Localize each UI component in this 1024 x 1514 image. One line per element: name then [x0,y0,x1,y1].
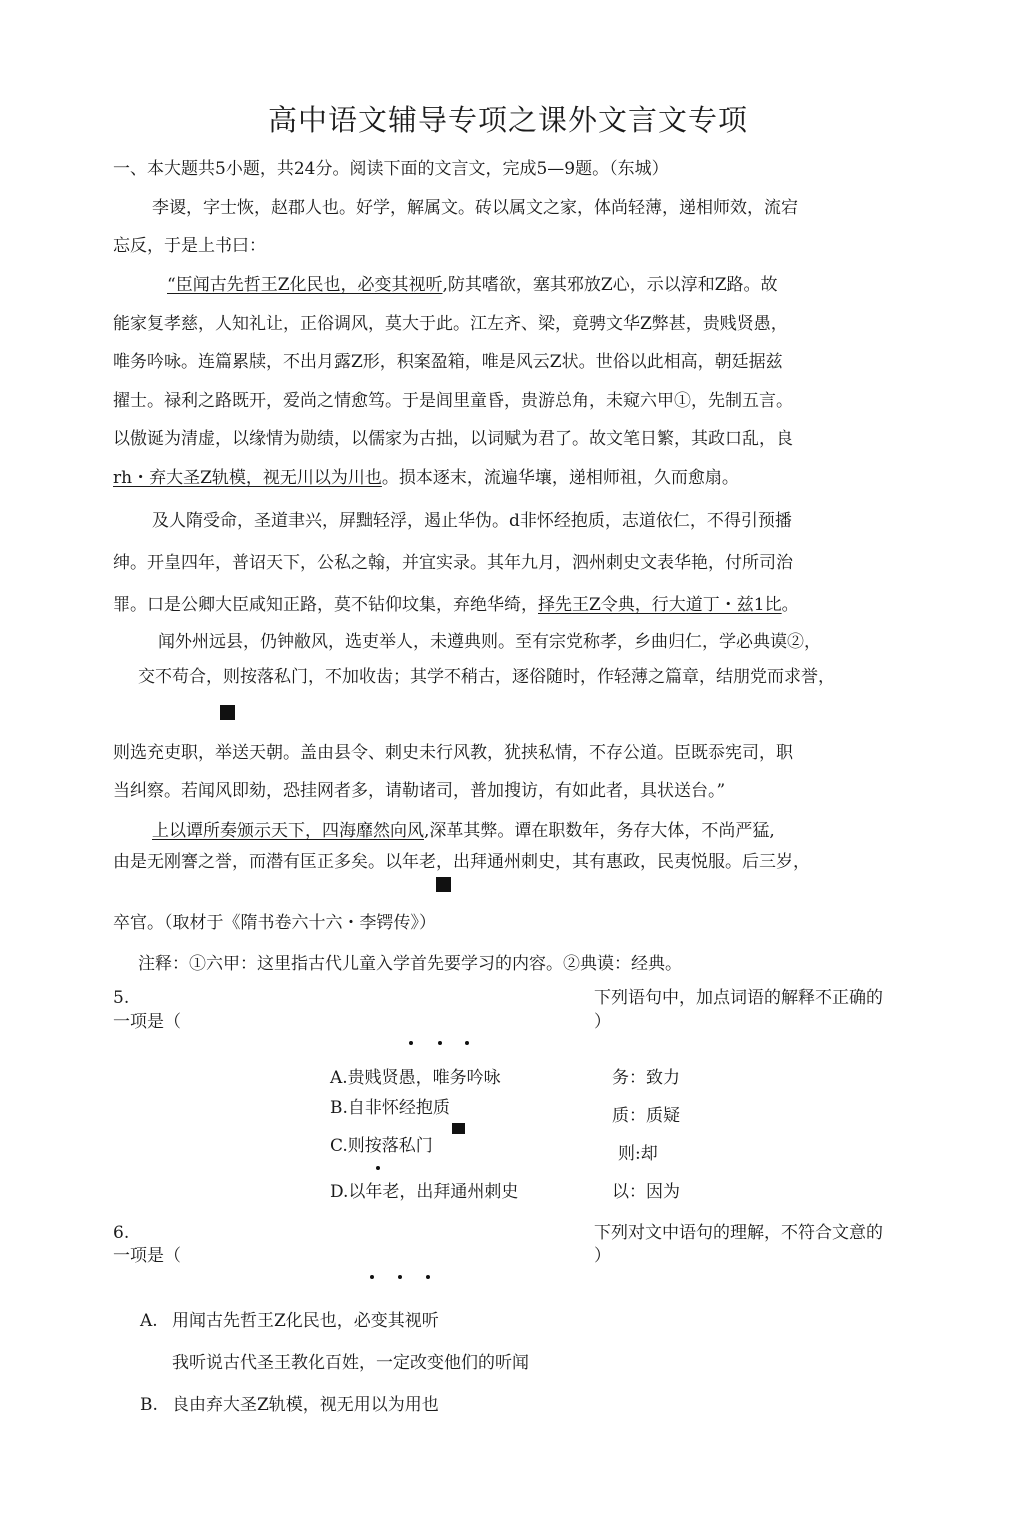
passage-line [113,594,799,616]
footnote: 注释：①六甲：这里指古代儿童入学首先要学习的内容。②典谟：经典。 [138,954,682,974]
q5-option-a-gloss: 务：致力 [612,1068,680,1088]
question-6-number: 6. [113,1223,130,1243]
underlined-sentence-2: rh・弃大圣Z轨模，视无川以为川也 [113,468,382,488]
question-6-stem-lead: 一项是（ [113,1246,181,1266]
passage-line: 能家复孝慈，人知礼让，正俗调风，莫大于此。江左齐、梁，竟骋文华Z弊甚，贵贱贤愚， [113,314,788,334]
passage-line: 交不苟合，则按落私门，不加收齿；其学不稍古，逐俗随时，作轻薄之篇章，结朋党而求誉， [138,667,835,687]
q5-option-d[interactable]: D.以年老，出拜通州刺史 [330,1182,519,1202]
question-5-stem-lead: 一项是（ [113,1012,181,1032]
passage-text: ,防其嗜欲，塞其邪放Z心，示以淳和Z路。故 [442,275,778,295]
passage-line: 擢士。禄利之路既开，爱尚之情愈笃。于是闾里童昏，贵游总角，未窥六甲①，先制五言。 [113,391,793,411]
emphasis-dot [426,1275,430,1279]
passage-line: 以傲诞为清虚，以缘情为勋绩，以儒家为古拙，以词赋为君了。故文笔日繁，其政口乱，良 [113,429,793,449]
q5-option-b-gloss: 质：质疑 [612,1106,680,1126]
passage-line: 忘反，于是上书曰： [113,236,266,256]
document-title: 高中语文辅导专项之课外文言文专项 [268,103,749,137]
emphasis-dot [465,1041,469,1045]
q6-option-b-text[interactable]: 良由弃大圣Z轨模，视无用以为用也 [172,1395,439,1415]
q6-option-a-translation: 我听说古代圣王教化百姓，一定改变他们的听闻 [172,1353,529,1373]
q5-option-b[interactable]: B.自非怀经抱质 [330,1098,450,1118]
passage-line [167,274,778,296]
q6-option-b-label[interactable]: B. [140,1395,158,1415]
passage-line: 李谡，字士恢，赵郡人也。好学，解属文。砖以属文之家，体尚轻薄，递相师效，流宕 [152,198,798,218]
passage-line: 当纠察。若闻风即劾，恐挂网者多，请勒诸司，普加搜访，有如此者，具状送台。” [113,781,726,801]
underlined-sentence-3: 择先王Z令典，行大道丁・兹1比 [538,595,782,615]
question-6-stem: 下列对文中语句的理解，不符合文意的 [594,1223,883,1243]
emphasis-dot [370,1275,374,1279]
black-square-mark [436,877,451,892]
section-header: 一、本大题共5小题，共24分。阅读下面的文言文，完成5—9题。（东城） [113,159,669,179]
q5-option-c[interactable]: C.则按落私门 [330,1136,433,1156]
underlined-sentence-1: “臣闻古先哲王Z化民也，必变其视听 [167,275,443,295]
q5-option-c-gloss: 则:却 [618,1144,658,1164]
black-square-mark [220,705,235,720]
passage-line: 绅。开皇四年，普诏天下，公私之翰，并宜实录。其年九月，泗州刺史文表华艳，付所司治 [113,553,793,573]
passage-line [113,467,739,489]
passage-line: 唯务吟咏。连篇累牍，不出月露Z形，积案盈箱，唯是风云Z状。世俗以此相高，朝廷据兹 [113,352,783,372]
emphasis-dot [438,1041,442,1045]
passage-line: 及人隋受命，圣道聿兴，屏黜轻浮，遏止华伪。d非怀经抱质，志道依仁，不得引预播 [152,511,792,531]
passage-text: 罪。口是公卿大臣咸知正路，莫不钻仰坟集，弃绝华绮， [113,595,538,615]
emphasis-dot [376,1166,380,1170]
passage-line: 闻外州远县，仍钟敝风，选吏举人，未遵典则。至有宗党称孝，乡曲归仁，学必典谟②， [158,632,821,652]
passage-line: 则选充吏职，举送天朝。盖由县令、刺史未行风教，犹挟私情，不存公道。臣既忝宪司，职 [113,743,793,763]
question-5-stem-close: ） [594,1012,611,1032]
passage-line [152,820,775,842]
q6-option-a-text[interactable]: 用闻古先哲王Z化民也，必变其视听 [172,1311,439,1331]
question-6-stem-close: ） [594,1246,611,1266]
emphasis-dot [398,1275,402,1279]
passage-line: 卒官。（取材于《隋书卷六十六・李锷传》） [113,913,436,933]
passage-line: 由是无刚謇之誉，而潜有匡正多矣。以年老，出拜通州刺史，其有惠政，民夷悦服。后三岁， [113,852,810,872]
q6-option-a-label[interactable]: A. [140,1311,158,1331]
passage-text: ,深革其弊。谭在职数年，务存大体，不尚严猛, [424,821,775,841]
underlined-sentence-4: 上以谭所奏颁示天下，四海靡然向风 [152,821,424,841]
black-square-mark [452,1123,465,1134]
question-5-stem: 下列语句中，加点词语的解释不正确的 [594,988,883,1008]
emphasis-dot [409,1041,413,1045]
q5-option-a[interactable]: A.贵贱贤愚，唯务吟咏 [330,1068,501,1088]
passage-text: 。损本逐末，流遍华壤，递相师祖，久而愈扇。 [381,468,739,488]
q5-option-d-gloss: 以：因为 [612,1182,680,1202]
passage-text: 。 [781,595,799,615]
question-5-number: 5. [113,988,130,1008]
